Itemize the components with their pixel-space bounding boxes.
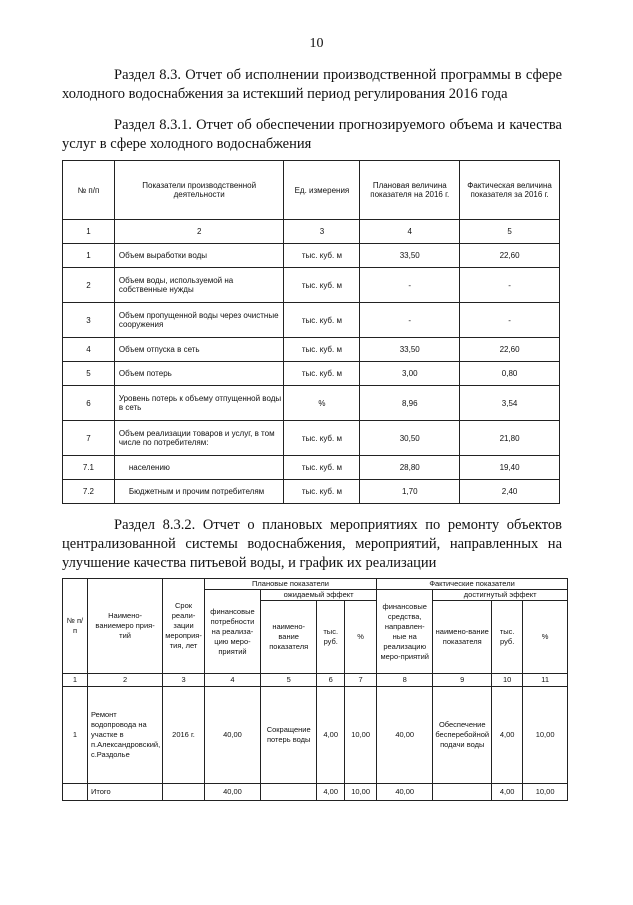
header-fact-effect-rub: тыс. руб.: [492, 601, 523, 674]
row-fact: -: [460, 303, 560, 338]
header-effect-pct: %: [345, 601, 377, 674]
table-row: [63, 303, 560, 338]
table-header-row: [63, 579, 568, 590]
total-effect-name-cell: [261, 784, 317, 801]
row-fact-fin: 40,00: [377, 687, 433, 784]
row-unit: тыс. куб. м: [284, 338, 360, 362]
row-plan: -: [360, 268, 460, 303]
table-row: [63, 362, 560, 386]
row-num: 2: [63, 268, 115, 303]
table-row: [63, 687, 568, 784]
section-8-3-heading: Раздел 8.3. Отчет об исполнении производственной программы в сфере холодного водоснабжения за истекший период регулирования 2016 года: [62, 67, 562, 102]
total-row: [63, 784, 568, 801]
row-fact: -: [460, 268, 560, 303]
row-unit: тыс. куб. м: [284, 456, 360, 480]
total-fact-effect-pct: 10,00: [523, 784, 568, 801]
header-num: № п/п: [63, 161, 115, 220]
col-num: 6: [317, 674, 345, 687]
col-num: 5: [261, 674, 317, 687]
row-fact: 19,40: [460, 456, 560, 480]
col-num: 9: [433, 674, 492, 687]
row-num: 4: [63, 338, 115, 362]
row-fact-effect-rub: 4,00: [492, 687, 523, 784]
row-num: 5: [63, 362, 115, 386]
total-plan-fin: 40,00: [204, 784, 260, 801]
row-unit: тыс. куб. м: [284, 303, 360, 338]
row-unit: тыс. куб. м: [284, 268, 360, 303]
row-plan-fin: 40,00: [204, 687, 260, 784]
row-plan: 33,50: [360, 338, 460, 362]
row-effect-rub: 4,00: [317, 687, 345, 784]
header-fact-effect-name: наимено-вание показателя: [433, 601, 492, 674]
col-num: 8: [377, 674, 433, 687]
row-plan: 8,96: [360, 386, 460, 421]
total-fact-effect-rub: 4,00: [492, 784, 523, 801]
col-num: 2: [87, 674, 162, 687]
header-achieved-effect: достигнутый эффект: [433, 590, 568, 601]
page-number: 10: [309, 36, 324, 51]
col-num: 2: [114, 220, 284, 244]
table-row: [63, 480, 560, 504]
total-effect-pct: 10,00: [345, 784, 377, 801]
row-num: 7: [63, 421, 115, 456]
header-unit: Ед. измерения: [284, 161, 360, 220]
row-term: 2016 г.: [163, 687, 205, 784]
header-name: Наимено-ваниемеро прия-тий: [87, 579, 162, 674]
col-num: 7: [345, 674, 377, 687]
production-indicators-table: [62, 160, 560, 504]
row-name: Объем потерь: [114, 362, 284, 386]
row-plan: 33,50: [360, 244, 460, 268]
total-label: Итого: [87, 784, 162, 801]
row-name: Объем отпуска в сеть: [114, 338, 284, 362]
header-expected-effect: ожидаемый эффект: [261, 590, 377, 601]
row-plan: 1,70: [360, 480, 460, 504]
header-fact-fin: финансовые средства, направлен-ные на реализацию меро-приятий: [377, 590, 433, 674]
col-num: 3: [284, 220, 360, 244]
header-actual-group: Фактические показатели: [377, 579, 568, 590]
col-num: 1: [63, 220, 115, 244]
row-name: населению: [114, 456, 284, 480]
row-name: Объем воды, используемой на собственные нужды: [114, 268, 284, 303]
header-plan-fin: финансовые потребности на реализа-цию меро-приятий: [204, 590, 260, 674]
col-num: 1: [63, 674, 88, 687]
table-header-row: [63, 161, 560, 220]
total-effect-rub: 4,00: [317, 784, 345, 801]
row-num: 1: [63, 687, 88, 784]
row-unit: тыс. куб. м: [284, 244, 360, 268]
row-plan: 28,80: [360, 456, 460, 480]
row-effect-name: Сокращение потерь воды: [261, 687, 317, 784]
section-8-3-2-heading: Раздел 8.3.2. Отчет о плановых мероприятиях по ремонту объектов централизованной системы водоснабжения, мероприятий, направленных на улучшение качества питьевой воды, и график их реализации: [62, 517, 562, 571]
row-num: 3: [63, 303, 115, 338]
row-name: Бюджетным и прочим потребителям: [114, 480, 284, 504]
row-num: 1: [63, 244, 115, 268]
total-fact-fin: 40,00: [377, 784, 433, 801]
header-planned-group: Плановые показатели: [204, 579, 376, 590]
row-unit: %: [284, 386, 360, 421]
column-number-row: [63, 220, 560, 244]
row-name: Объем реализации товаров и услуг, в том числе по потребителям:: [114, 421, 284, 456]
row-fact: 3,54: [460, 386, 560, 421]
table-row: [63, 338, 560, 362]
col-num: 10: [492, 674, 523, 687]
row-num: 7.2: [63, 480, 115, 504]
header-term: Срок реали-зации мероприя-тия, лет: [163, 579, 205, 674]
row-fact: 0,80: [460, 362, 560, 386]
table-row: [63, 244, 560, 268]
col-num: 4: [204, 674, 260, 687]
header-indicator: Показатели производственной деятельности: [114, 161, 284, 220]
row-name: Уровень потерь к объему отпущенной воды в сеть: [114, 386, 284, 421]
total-num-cell: [63, 784, 88, 801]
table-row: [63, 421, 560, 456]
row-name: Объем выработки воды: [114, 244, 284, 268]
row-plan: 30,50: [360, 421, 460, 456]
header-effect-name: наимено-вание показателя: [261, 601, 317, 674]
header-effect-rub: тыс. руб.: [317, 601, 345, 674]
header-planned: Плановая величина показателя на 2016 г.: [360, 161, 460, 220]
row-unit: тыс. куб. м: [284, 362, 360, 386]
table-row: [63, 456, 560, 480]
total-fact-effect-name-cell: [433, 784, 492, 801]
header-actual: Фактическая величина показателя за 2016 г.: [460, 161, 560, 220]
row-fact: 21,80: [460, 421, 560, 456]
column-number-row: [63, 674, 568, 687]
row-fact: 22,60: [460, 338, 560, 362]
row-effect-pct: 10,00: [345, 687, 377, 784]
row-fact: 2,40: [460, 480, 560, 504]
row-num: 6: [63, 386, 115, 421]
col-num: 3: [163, 674, 205, 687]
row-fact-effect-name: Обеспечение бесперебойной подачи воды: [433, 687, 492, 784]
row-unit: тыс. куб. м: [284, 421, 360, 456]
row-fact-effect-pct: 10,00: [523, 687, 568, 784]
row-plan: -: [360, 303, 460, 338]
col-num: 11: [523, 674, 568, 687]
table-row: [63, 268, 560, 303]
row-unit: тыс. куб. м: [284, 480, 360, 504]
header-fact-effect-pct: %: [523, 601, 568, 674]
row-name: Ремонт водопровода на участке в п.Александровский, с.Раздолье: [87, 687, 162, 784]
row-plan: 3,00: [360, 362, 460, 386]
total-term-cell: [163, 784, 205, 801]
repair-measures-table: [62, 578, 568, 801]
row-fact: 22,60: [460, 244, 560, 268]
row-name: Объем пропущенной воды через очистные сооружения: [114, 303, 284, 338]
table-row: [63, 386, 560, 421]
header-num: № п/п: [63, 579, 88, 674]
section-8-3-1-heading: Раздел 8.3.1. Отчет об обеспечении прогнозируемого объема и качества услуг в сфере холодного водоснабжения: [62, 117, 562, 152]
row-num: 7.1: [63, 456, 115, 480]
col-num: 5: [460, 220, 560, 244]
col-num: 4: [360, 220, 460, 244]
